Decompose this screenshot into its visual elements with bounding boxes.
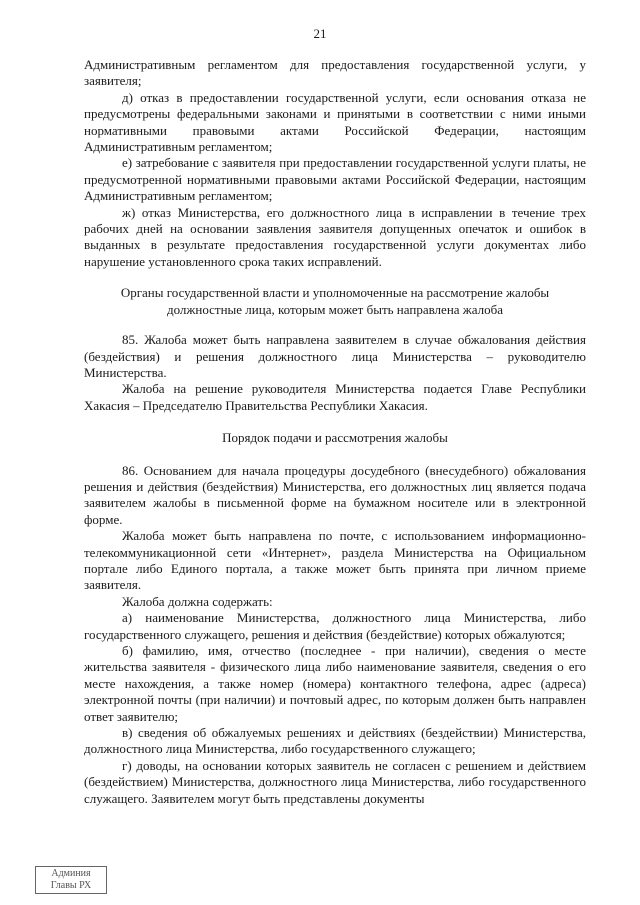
paragraph: Жалоба на решение руководителя Министерства подается Главе Республики Хакасия – Председателю Правительства Республики Хакасия. bbox=[84, 381, 586, 413]
section-heading: Порядок подачи и рассмотрения жалобы bbox=[222, 430, 448, 446]
paragraph: Жалоба должна содержать: bbox=[122, 593, 273, 609]
paragraph: б) фамилию, имя, отчество (последнее - при наличии), сведения о месте жительства заявителя - физического лица либо наименование заявителя, сведения о его месте нахождения, а также номер (номера) контактного телефона, адрес (адреса) электронной почты (при наличии) и почтовый адрес, по которым должен быть направлен ответ заявителю; bbox=[84, 643, 586, 724]
paragraph: Жалоба может быть направлена по почте, с использованием информационно-телекоммуникационной сети «Интернет», раздела Министерства на Официальном портале либо Единого портала, а также может быть принята при личном приеме заявителя. bbox=[84, 528, 586, 593]
paragraph: а) наименование Министерства, должностного лица Министерства, либо государственного служащего, решения и действия (бездействие) которых обжалуются; bbox=[84, 610, 586, 642]
paragraph: Административным регламентом для предоставления государственной услуги, у заявителя; bbox=[84, 57, 586, 89]
stamp-line-2: Главы РХ bbox=[50, 880, 92, 891]
section-heading: Органы государственной власти и уполномоченные на рассмотрение жалобы должностные лица, которым может быть направлена жалоба bbox=[120, 285, 550, 317]
page-number: 21 bbox=[313, 26, 327, 41]
stamp-line-1: Админия bbox=[51, 868, 91, 879]
paragraph: 86. Основанием для начала процедуры досудебного (внесудебного) обжалования решения и действия (бездействия) Министерства, его должностных лиц является подача заявителем жалобы в письменной форме на бумажном носителе или в электронной форме. bbox=[84, 462, 586, 527]
paragraph: д) отказ в предоставлении государственной услуги, если основания отказа не предусмотрены федеральными законами и принятыми в соответствии с ними иными нормативными правовыми актами Российской Федерации, настоящим Административным регламентом; bbox=[84, 89, 586, 155]
paragraph: 85. Жалоба может быть направлена заявителем в случае обжалования действия (бездействия) и решения должностного лица Министерства – руководителю Министерства. bbox=[84, 332, 586, 380]
document-body bbox=[84, 57, 586, 807]
paragraph: г) доводы, на основании которых заявитель не согласен с решением и действием (бездействием) Министерства, должностного лица Министерства, либо государственного служащего. Заявителем могут быть представлены документы bbox=[84, 757, 586, 806]
paragraph: ж) отказ Министерства, его должностного лица в исправлении в течение трех рабочих дней на основании заявления заявителя допущенных опечаток и ошибок в выданных в результате предоставления государственной услуги документах либо нарушение установленного срока таких исправлений. bbox=[84, 204, 586, 269]
administration-stamp bbox=[35, 866, 107, 894]
paragraph: е) затребование с заявителя при предоставлении государственной услуги платы, не предусмотренной нормативными правовыми актами Российской Федерации, настоящим Административным регламентом; bbox=[84, 155, 586, 204]
paragraph: в) сведения об обжалуемых решениях и действиях (бездействии) Министерства, должностного лица Министерства, либо государственного служащего; bbox=[84, 725, 586, 757]
